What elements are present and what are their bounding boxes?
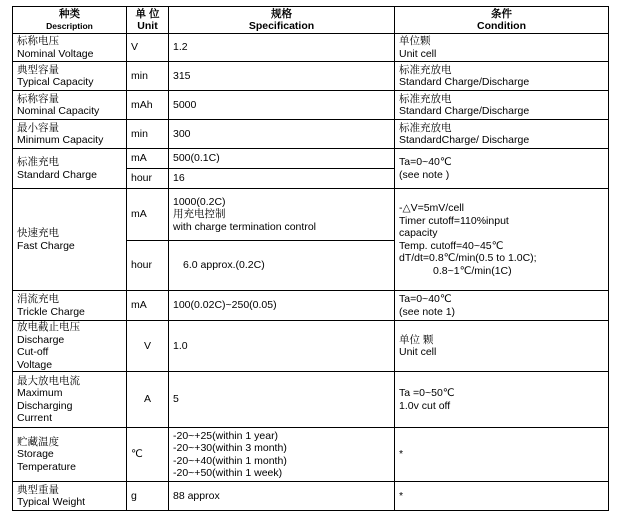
row-spec: 88 approx bbox=[169, 482, 395, 511]
row-spec: 315 bbox=[169, 62, 395, 91]
row-unit: g bbox=[127, 482, 169, 511]
row-condition: 标准充放电 Standard Charge/Discharge bbox=[395, 62, 609, 91]
row-unit: mA bbox=[127, 149, 169, 169]
row-spec: -20~+25(within 1 year) -20~+30(within 3 month) -20~+40(within 1 month) -20~+50(within 1 week) bbox=[169, 428, 395, 482]
row-condition: Ta=0~40℃ (see note ) bbox=[395, 149, 609, 189]
row-label: 标准充电 Standard Charge bbox=[13, 149, 127, 189]
row-spec: 1.2 bbox=[169, 34, 395, 62]
row-label: 标称容量 Nominal Capacity bbox=[13, 91, 127, 120]
row-spec: 1000(0.2C) 用充电控制 with charge termination control bbox=[169, 189, 395, 241]
row-unit: V bbox=[127, 321, 169, 372]
row-condition: Ta =0~50℃ 1.0v cut off bbox=[395, 372, 609, 428]
row-label: 典型重量 Typical Weight bbox=[13, 482, 127, 511]
header-description: 种类 Description bbox=[13, 7, 127, 34]
row-condition: 标准充放电 Standard Charge/Discharge bbox=[395, 91, 609, 120]
row-unit: hour bbox=[127, 169, 169, 189]
battery-spec-table bbox=[12, 6, 609, 511]
table-row bbox=[13, 321, 609, 372]
table-row bbox=[13, 62, 609, 91]
row-condition: -△V=5mV/cell Timer cutoff=110%input capacity Temp. cutoff=40~45℃ dT/dt=0.8℃/min(0.5 to 1.0C); 0.8~1℃/min(1C) bbox=[395, 189, 609, 291]
row-label: 涓流充电 Trickle Charge bbox=[13, 291, 127, 321]
table-row bbox=[13, 428, 609, 482]
row-label: 最大放电电流 Maximum Discharging Current bbox=[13, 372, 127, 428]
table-row bbox=[13, 291, 609, 321]
row-spec: 100(0.02C)~250(0.05) bbox=[169, 291, 395, 321]
header-specification: 规格 Specification bbox=[169, 7, 395, 34]
row-unit: min bbox=[127, 120, 169, 149]
row-unit: A bbox=[127, 372, 169, 428]
table-row bbox=[13, 91, 609, 120]
table-row bbox=[13, 372, 609, 428]
row-condition: Ta=0~40℃ (see note 1) bbox=[395, 291, 609, 321]
row-unit: mA bbox=[127, 189, 169, 241]
row-label: 最小容量 Minimum Capacity bbox=[13, 120, 127, 149]
row-condition: 单位 颗 Unit cell bbox=[395, 321, 609, 372]
row-spec: 5 bbox=[169, 372, 395, 428]
row-spec: 1.0 bbox=[169, 321, 395, 372]
row-unit: mAh bbox=[127, 91, 169, 120]
row-condition: * bbox=[395, 428, 609, 482]
header-condition: 条件 Condition bbox=[395, 7, 609, 34]
table-row bbox=[13, 34, 609, 62]
row-label: 典型容量 Typical Capacity bbox=[13, 62, 127, 91]
header-row bbox=[13, 7, 609, 34]
table-row bbox=[13, 189, 609, 241]
row-label: 快速充电 Fast Charge bbox=[13, 189, 127, 291]
row-spec: 300 bbox=[169, 120, 395, 149]
row-spec: 16 bbox=[169, 169, 395, 189]
table-row bbox=[13, 149, 609, 169]
row-unit: ℃ bbox=[127, 428, 169, 482]
table-row bbox=[13, 120, 609, 149]
row-condition: 单位颗 Unit cell bbox=[395, 34, 609, 62]
row-spec: 5000 bbox=[169, 91, 395, 120]
table-row bbox=[13, 482, 609, 511]
row-spec: 500(0.1C) bbox=[169, 149, 395, 169]
row-label: 标称电压 Nominal Voltage bbox=[13, 34, 127, 62]
row-unit: V bbox=[127, 34, 169, 62]
row-condition: * bbox=[395, 482, 609, 511]
row-label: 贮藏温度 Storage Temperature bbox=[13, 428, 127, 482]
row-unit: mA bbox=[127, 291, 169, 321]
row-unit: hour bbox=[127, 241, 169, 291]
row-unit: min bbox=[127, 62, 169, 91]
row-spec: 6.0 approx.(0.2C) bbox=[169, 241, 395, 291]
row-label: 放电截止电压 Discharge Cut-off Voltage bbox=[13, 321, 127, 372]
header-unit: 单 位 Unit bbox=[127, 7, 169, 34]
row-condition: 标准充放电 StandardCharge/ Discharge bbox=[395, 120, 609, 149]
